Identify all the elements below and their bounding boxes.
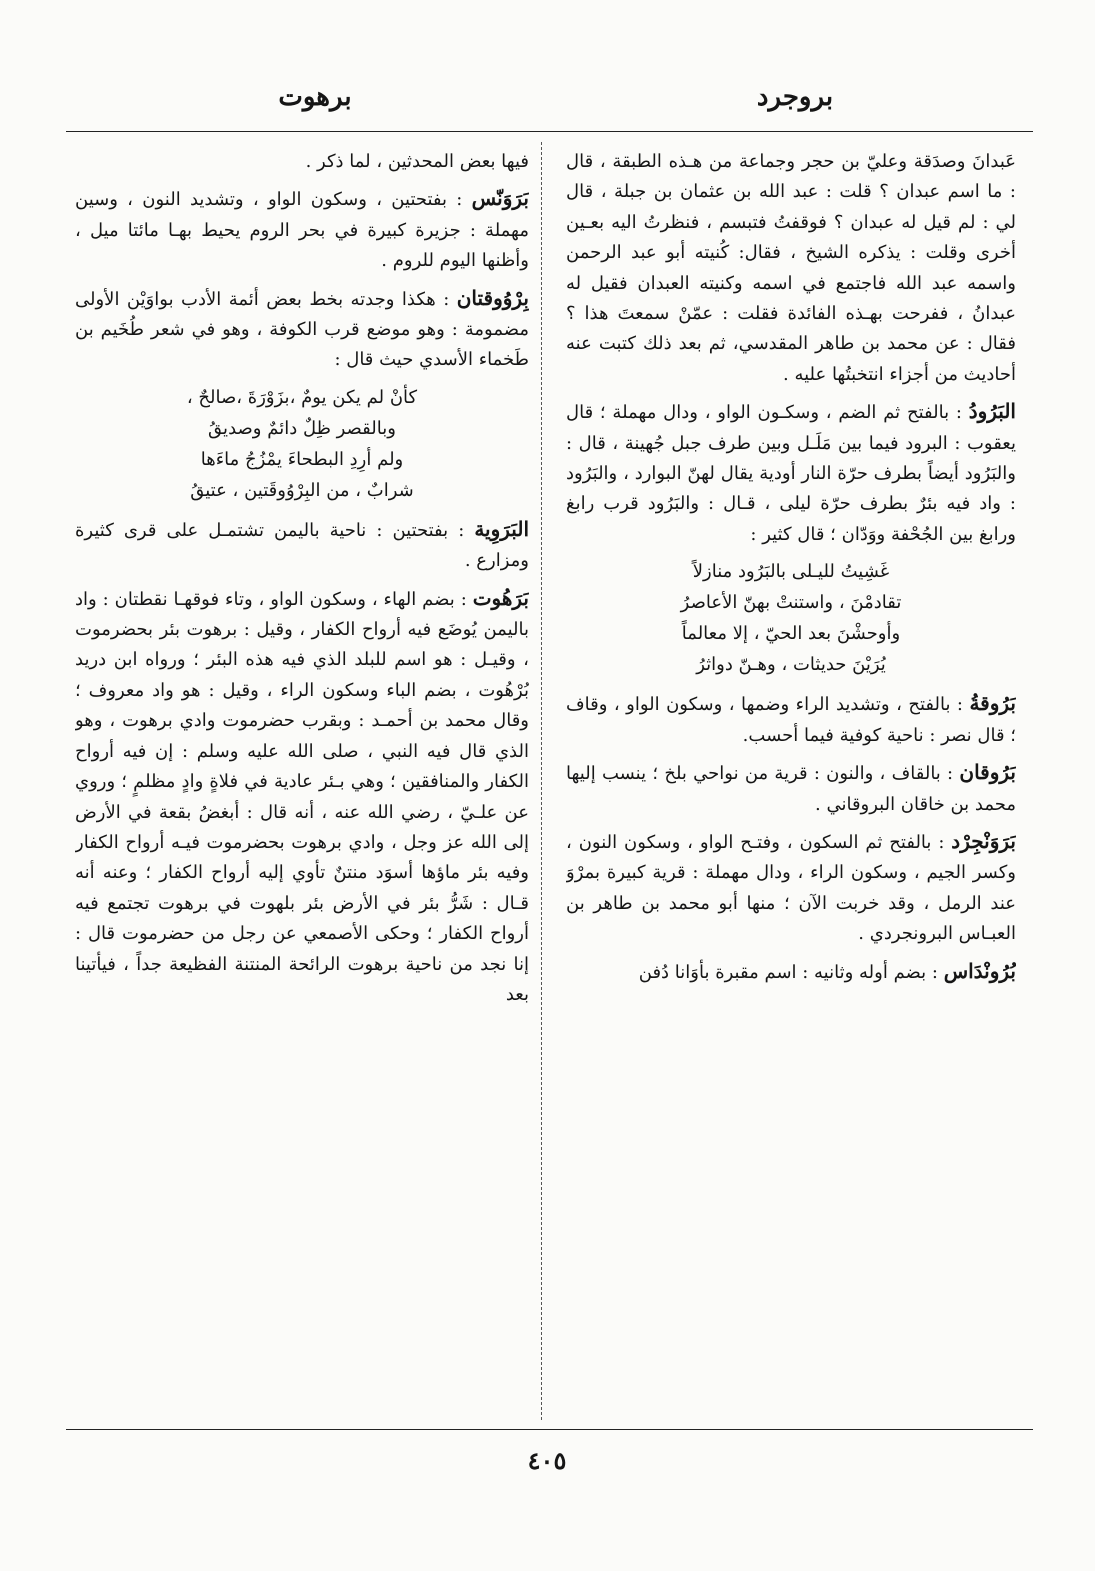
entry-headword: البَرُودُ — [968, 399, 1016, 424]
entry-headword: بَرُوقان — [959, 760, 1016, 785]
entry-continuation-right — [566, 147, 1016, 390]
verse-line: غَشِيتُ لليـلى بالبَرُود منازلاً — [692, 561, 890, 583]
entry-text: : بضم الهاء ، وسكون الواو ، وتاء فوقهـا نقطتان : واد باليمن يُوضَع فيه أرواح الكفار ، وقيل : برهوت بئر بحضرموت ، وقيـل : هو اسم للبلد الذي فيه هذه البئر ؛ ورواه ابن دريد بُرْهُوت ، بضم الباء وسكون الراء ، وقيل : هو واد معروف ؛ وقال محمد بن أحمـد : وبقرب حضرموت وادي برهوت ، وهو الذي قال فيه النبي ، صلى الله عليه وسلم : إن فيه أرواح الكفار والمنافقين ؛ وهي بـئر عادية في فلاةٍ وادٍ مظلمٍ ؛ وروي عن علـيّ ، رضي الله عنه ، أنه قال : أبغضُ بقعة في الأرض إلى الله عز وجل ، وادي برهوت بحضرموت فيـه أرواح الكفار وفيه بئر ماؤها أسوَد منتنٌ تأوي إليه أرواح الكفار ؛ وعنه أنه قـال : شَرُّ بئر في الأرض بئر بلهوت في برهوت تجتمع فيه أرواح الكفار ؛ وحكى الأصمعي عن رجل من حضرموت قال : إنا نجد من ناحية برهوت الرائحة المنتنة الفظيعة جداً ، فيأتينا بعد — [75, 588, 529, 1005]
verse-tukhaym — [75, 382, 529, 506]
verse-line: شرابٌ ، من البِرْوُوقَتين ، عتيقُ — [190, 479, 414, 501]
verse-line: ولم أرِدِ البطحاءَ يمْزُجُ ماءَها — [200, 448, 404, 470]
verse-kuthayyir — [566, 556, 1016, 680]
verse-line: يُرَيْنَ حديثات ، وهـنّ دواثرُ — [696, 654, 886, 676]
running-header-right: بروجرد — [756, 82, 834, 112]
entry-barwanas — [75, 183, 529, 276]
entry-headword: بَرَهُوت — [472, 585, 529, 610]
entry-text: : بفتحتين : ناحية باليمن تشتمـل على قرى كثيرة ومزارع . — [75, 519, 529, 572]
entry-text: : بضم أوله وثانيه : اسم مقبرة بأوَانا دُفن — [638, 961, 938, 983]
entry-headword: بَرَوَنْجِرْد — [951, 828, 1016, 853]
entry-text: : بالفتح ثم الضم ، وسكـون الواو ، ودال مهملة ؛ قال يعقوب : البرود فيما بين مَلَـل وبين طرف جبل جُهينة ، قال : والبَرُود أيضاً بطرف حرّة النار أودية يقال لهنّ البوارد ، والبَرُود : واد فيه بئرٌ بطرف حرّة ليلى ، قـال : والبَرُود قرب رابغ ورابغ بين الجُحْفة ووَدّان ؛ قال كثير : — [566, 402, 1016, 545]
page-number: ٤٠٥ — [527, 1446, 567, 1475]
entry-barunjurd — [566, 826, 1016, 950]
footer-rule — [66, 1429, 1033, 1430]
verse-line: تقادمْنَ ، واستنتْ بهنّ الأعاصرُ — [680, 592, 902, 614]
column-divider — [541, 142, 542, 1420]
entry-text: : بالفتح ، وتشديد الراء وضمها ، وسكون الواو ، وقاف ؛ قال نصر : ناحية كوفية فيما أحسب. — [566, 694, 1016, 746]
entry-text: : هكذا وجدته بخط بعض أئمة الأدب بواوَيْن الأولى مضمومة : وهو موضع قرب الكوفة ، وهو في شعر طُخَيم بن طَخماء الأسدي حيث قال : — [75, 288, 529, 371]
entry-headword: بُرُونْدَاس — [943, 958, 1016, 983]
entry-headword: بَرُوقةُ — [969, 691, 1016, 716]
header-rule — [66, 131, 1033, 132]
entry-baruqan — [566, 757, 1016, 820]
entry-text: عَبدانَ وصدَقة وعليّ بن حجر وجماعة من هـذه الطبقة ، قال : ما اسم عبدان ؟ قلت : عبد الله بن عثمان بن جبلة ، قال لي : لم قيل له عبدان ؟ فوقفتُ فتبسم ، فنظرتُ اليه بعـين أخرى وقلت : يذكره الشيخ ، فقال: كُنيته أبو عبد الرحمن واسمه عبد الله فاجتمع في اسمه وكنيته العبدان فقيل له عبدانُ ، ففرحت بهـذه الفائدة فقلت : عمّنْ سمعتَ هذا ؟ فقال : عن محمد بن طاهر المقدسي، ثم بعد ذلك كتبت عنه أحاديث من أجزاء انتخبتُها عليه . — [566, 151, 1016, 385]
entry-headword: بِرْوُوقتان — [456, 285, 529, 310]
entry-barud — [566, 396, 1016, 550]
entry-text: : بالفتح ثم السكون ، وفتـح الواو ، وسكون النون ، وكسر الجيم ، وسكون الراء ، ودال مهملة : قرية كبيرة بمرْوَ عند الرمل ، وقد خربت الآن ؛ منها أبو محمد بن طاهر بن العبـاس البرونجردي . — [566, 831, 1016, 945]
left-column — [75, 147, 529, 1427]
entry-headword: بَرَوَنّس — [471, 186, 529, 211]
running-header-left: برهوت — [278, 82, 352, 112]
verse-line: وأوحشْنَ بعد الحيّ ، إلا معالماً — [681, 623, 901, 645]
entry-barahut — [75, 583, 529, 1011]
verse-line: وبالقصر ظِلٌ دائمٌ وصديقُ — [208, 417, 396, 439]
right-column — [566, 147, 1016, 1427]
entry-text: فيها بعض المحدثين ، لما ذكر . — [305, 151, 529, 172]
entry-text: : بفتحتين ، وسكون الواو ، وتشديد النون ، وسين مهملة : جزيرة كبيرة في بحر الروم يحيط بهـا مائتا ميل ، وأظنها اليوم للروم . — [75, 189, 529, 272]
entry-text: : بالقاف ، والنون : قرية من نواحي بلخ ؛ ينسب إليها محمد بن خاقان البروقاني . — [566, 763, 1016, 815]
entry-continuation-left — [75, 147, 529, 177]
entry-headword: البَرَوِية — [474, 516, 529, 541]
entry-barwuqtan — [75, 283, 529, 376]
entry-burundas — [566, 956, 1016, 988]
verse-line: كأنْ لم يكن يومٌ ،بزَوْرَةَ ،صالحٌ ، — [186, 386, 418, 408]
entry-baruqa — [566, 688, 1016, 751]
entry-barwiya — [75, 514, 529, 577]
